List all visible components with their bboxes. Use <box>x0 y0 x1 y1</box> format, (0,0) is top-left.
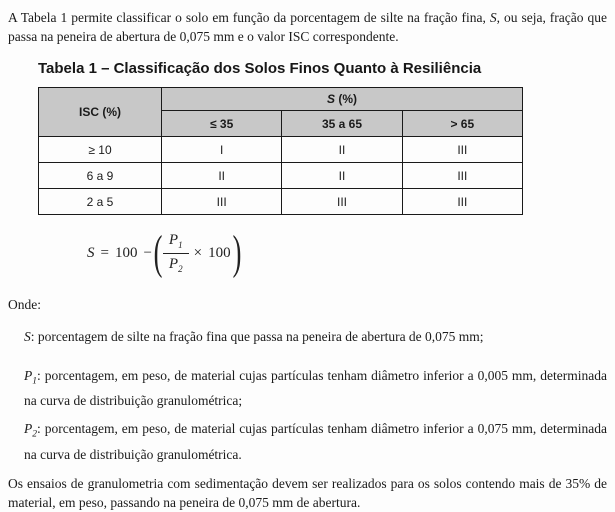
class-cell: III <box>162 189 282 215</box>
p1-subscript: 1 <box>178 239 183 250</box>
intro-text-after: , ou seja, fração que passa na peneira de abertura de 0,075 mm e o valor ISC correspondente. <box>8 10 607 44</box>
s-range-header-le35: ≤ 35 <box>162 111 282 137</box>
class-cell: I <box>162 137 282 163</box>
definition-p2-subscript: 2 <box>32 430 37 441</box>
s-percent-group-header <box>162 88 523 111</box>
silt-fraction-symbol: S <box>489 10 497 25</box>
silt-formula <box>84 227 607 279</box>
isc-range-cell: ≥ 10 <box>39 137 162 163</box>
s-symbol: S <box>326 92 335 106</box>
definition-s-symbol: S <box>24 329 31 344</box>
definition-p1 <box>24 366 607 411</box>
table-title: Tabela 1 – Classificação dos Solos Finos Quanto à Resiliência <box>38 60 482 77</box>
class-cell: II <box>282 163 402 189</box>
class-cell: II <box>282 137 402 163</box>
formula-term2: 100 <box>208 244 231 261</box>
p1-symbol: P <box>168 231 179 248</box>
table-row <box>39 189 523 215</box>
formula-times: × <box>193 244 203 261</box>
isc-range-cell: 6 a 9 <box>39 163 162 189</box>
s-range-header-35a65: 35 a 65 <box>282 111 402 137</box>
p2-symbol: P <box>168 255 179 272</box>
class-cell: III <box>402 137 522 163</box>
formula-minus: − <box>143 244 152 261</box>
soil-classification-table <box>38 87 523 215</box>
class-cell: III <box>402 189 522 215</box>
class-cell: II <box>162 163 282 189</box>
s-range-header-gt65: > 65 <box>402 111 522 137</box>
definition-p1-text: : porcentagem, em peso, de material cujas partículas tenham diâmetro inferior a 0,005 mm, determinada na curva de distribuição granulométrica; <box>24 367 607 409</box>
class-cell: III <box>282 189 402 215</box>
table-header-row-group <box>39 88 523 111</box>
class-cell: III <box>402 163 522 189</box>
definition-p2-text: : porcentagem, em peso, de material cujas partículas tenham diâmetro inferior a 0,075 mm, determinada na curva de distribuição granulométrica. <box>24 421 607 463</box>
formula-term1: 100 <box>114 244 138 261</box>
formula-open-paren: ( <box>153 226 163 279</box>
formula-close-paren: ) <box>232 226 241 279</box>
isc-column-header: ISC (%) <box>39 88 162 137</box>
table-row <box>39 137 523 163</box>
definition-p1-symbol: P <box>24 367 33 383</box>
closing-paragraph: Os ensaios de granulometria com sedimentação devem ser realizados para os solos contendo mais de 35% de material, em peso, passando na peneira de 0,075 mm de abertura. <box>8 476 607 511</box>
definition-p2 <box>24 419 607 464</box>
definition-s <box>24 327 607 353</box>
isc-range-cell: 2 a 5 <box>39 189 162 215</box>
definition-p1-subscript: 1 <box>32 376 37 387</box>
intro-paragraph <box>8 8 607 46</box>
s-percent-unit: (%) <box>335 92 357 106</box>
formula-equals: = <box>100 244 109 261</box>
p2-subscript: 2 <box>178 263 183 274</box>
formula-lhs: S <box>87 244 95 261</box>
definition-p2-symbol: P <box>24 421 33 437</box>
where-label: Onde: <box>8 297 41 312</box>
table-row <box>39 163 523 189</box>
formula-numerator <box>163 232 189 254</box>
formula-denominator <box>163 254 189 275</box>
formula-fraction <box>163 232 189 275</box>
intro-text-before: A Tabela 1 permite classificar o solo em função da porcentagem de silte na fração fina, <box>8 10 490 25</box>
definition-s-text: : porcentagem de silte na fração fina que passa na peneira de abertura de 0,075 mm; <box>30 329 484 344</box>
